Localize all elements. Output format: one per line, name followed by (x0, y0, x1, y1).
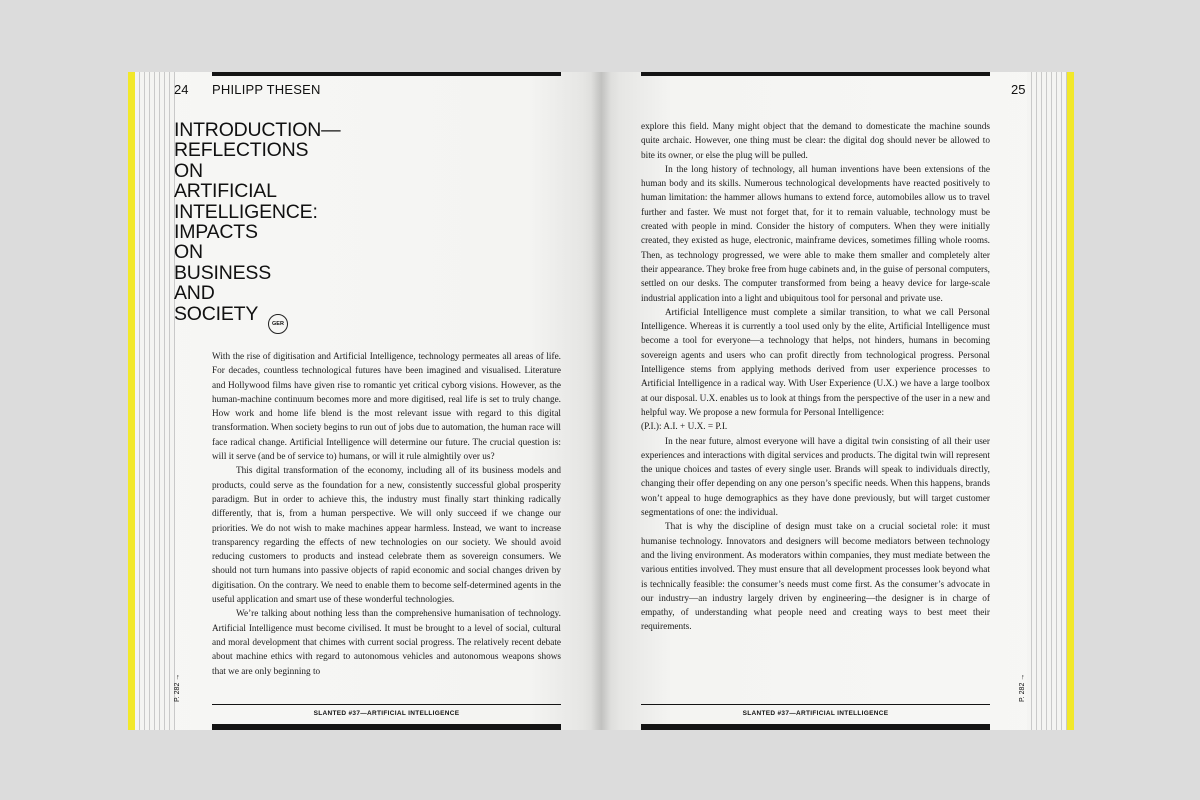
paragraph: explore this field. Many might object that the demand to domesticate the machine sounds quite archaic. However, one thing must be clear: the digital dog should never be allowed to bite its owner, or else the plug will be pulled. (641, 122, 990, 161)
page-reference-right: P. 282 → (1019, 673, 1026, 702)
paragraph: This digital transformation of the economy, including all of its business models and products, could serve as the foundation for a new, consistently successful global prosperity paradigm. But in order to achieve this, the industry must finally start thinking radically differently, that is, from a human perspective. We will only succeed if we change our priorities. We do not wish to make machines appear harmless. Instead, we want to increase transparency regarding the effects of new technologies on our society. We should avoid reducing customers to products and instead celebrate them as sovereign consumers. We should not turn humans into passive objects of rapid economic and social changes driven by digitisation. On the contrary. We need to enable them to become self-determined agents in the useful application and smart use of these wonderful technologies. (212, 466, 561, 606)
book-spine-shadow (591, 72, 611, 730)
left-page (128, 72, 601, 730)
paragraph: In the near future, almost everyone will have a digital twin consisting of all their user experiences and interactions with digital services and products. The digital twin will represent the unique choices and tastes of every single user. Brands will speak to individuals directly, changing their offer depending on any one person’s specific needs. When this happens, brands won’t appeal to huge demographics as they have done previously, but will target customer segmentations of one: the individual. (641, 436, 990, 519)
yellow-page-edge-right (1067, 72, 1074, 730)
title-line: ON (174, 241, 203, 264)
page-edge-stack-left (135, 72, 175, 730)
formula: (P.I.): A.I. + U.X. = P.I. (641, 422, 728, 433)
title-line: SOCIETY (174, 302, 259, 325)
yellow-page-edge-left (128, 72, 135, 730)
page-number-right: 25 (1011, 82, 1026, 97)
paragraph: In the long history of technology, all human inventions have been extensions of the human body and its skills. Numerous technological developments have reacted positively to human limitation: the hammer allows humans to extend force, automobiles allow us to travel further and faster. We must not forget that, for it to remain valuable, technology must be created with people in mind. Consider the history of computers. When they were initially created, they existed as huge, electronic, mainframe devices, sometimes filling whole rooms. Then, as technology progressed, we were able to make them smaller and completely alter their appearance. They broke free from huge cabinets and, in the guise of personal computers, settled on our desks. The computer transformed from being a heavy device for large-scale industrial application into a light and ubiquitous tool for personal and private use. (641, 164, 990, 304)
body-text-right (641, 120, 990, 635)
open-book (128, 72, 1074, 730)
footer-rule-bottom (212, 724, 561, 730)
footer-rule-top (212, 704, 561, 705)
title-line: INTRODUCTION— (174, 119, 341, 141)
title-line: ARTIFICIAL (174, 180, 277, 203)
right-page (601, 72, 1074, 730)
paragraph: Artificial Intelligence must complete a similar transition, to what we call Personal Intelligence. Whereas it is currently a tool used only by the elite, Artificial Intelligence must become a tool for everyone—a technology that helps, not hinders, humans in becoming sovereign agents and users who can profit directly from technological progress. Personal Intelligence stems from applying methods derived from user experience processes to Artificial Intelligence in a radical way. With User Experience (U.X.) we have a large toolbox at our disposal. U.X. enables us to look at things from the perspective of the user in a new and helpful way. We propose a new formula for Personal Intelligence: (641, 307, 990, 418)
article-title (174, 120, 340, 324)
paragraph: That is why the discipline of design must take on a crucial societal role: it must humanise technology. Innovators and designers will become mediators between technology and the living environment. As moderators within companies, they must mediate between the various entities involved. They must ensure that all development processes look beyond what is technically feasible: the consumer’s needs must come first. As the consumer’s advocate in our industry—an industry largely driven by engineering—the designer is in charge of empathy, of understanding what people need and creating ways to best meet their requirements. (641, 522, 990, 633)
header-rule (641, 72, 990, 76)
title-line: ON (174, 159, 203, 182)
page-edge-stack-right (1027, 72, 1067, 730)
page-number-left: 24 (174, 82, 189, 97)
paragraph: With the rise of digitisation and Artificial Intelligence, technology permeates all areas of life. For decades, countless technological futures have been imagined and visualised. Literature and Hollywood films have given rise to romantic yet critical cyborg visions. However, as the human-machine continuum becomes more and more digitised, real life is set to truly change. How work and home life blend is the most relevant issue with regard to this digital transformation. When society begins to run out of jobs due to automation, the human race will face radical change. Artificial Intelligence will determine our future. The crucial question is: will it serve (and be of service to) humans, or will it rule almightily over us? (212, 352, 561, 463)
title-line: IMPACTS (174, 221, 258, 244)
language-badge: GER (268, 314, 288, 334)
body-text-left (212, 350, 561, 679)
paragraph: We’re talking about nothing less than the comprehensive humanisation of technology. Artificial Intelligence must become civilised. It must be brought to a level of social, cultural and moral development that chimes with current social progress. The relatively recent debate about machine ethics with regard to autonomous vehicles and autonomous weapons shows that we are only beginning to (212, 609, 561, 677)
footer-rule-bottom (641, 724, 990, 730)
author-name: PHILIPP THESEN (212, 82, 321, 97)
title-line: AND (174, 282, 215, 305)
footer-rule-top (641, 704, 990, 705)
header-rule (212, 72, 561, 76)
title-line: BUSINESS (174, 261, 272, 284)
running-footer-left: SLANTED #37—ARTIFICIAL INTELLIGENCE (313, 710, 460, 717)
running-footer-right: SLANTED #37—ARTIFICIAL INTELLIGENCE (742, 710, 889, 717)
page-reference-left: P. 282 → (174, 673, 181, 702)
title-line: INTELLIGENCE: (174, 200, 318, 223)
title-line: REFLECTIONS (174, 139, 309, 162)
